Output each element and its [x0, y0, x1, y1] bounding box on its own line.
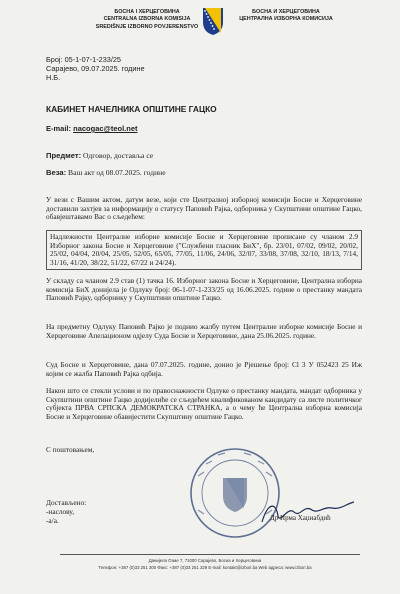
paragraph-decision: У складу са чланом 2.9 став (1) тачка 16. Изборног закона Босне и Херцеговине, Централна изборна комисија БиХ донијела је Одлуку број: 06-1-07-1-233/25 од 16.06.2025. године о престанку мандата Паповић Рајку, одборнику у Скупштини општине Гацко.: [46, 276, 362, 303]
letterhead-left: [92, 9, 202, 31]
letterhead-country-latin: БОСНА І ХЕРЦЕГОВИНА: [114, 9, 180, 15]
letterhead-right: [222, 9, 350, 24]
document-number: Број: 05-1-07-1-233/25: [46, 55, 121, 64]
document-place-date: Сарајево, 09.07.2025. године: [46, 64, 145, 74]
signature-block: [188, 446, 378, 556]
letterhead-commission-bosnian: CENTRALNA IZBORNA KOMISIJA: [103, 16, 191, 23]
footer-divider: [60, 554, 360, 555]
letterhead-commission-croatian: SREDIŠNJE IZBORNO POVJERENSTVO: [95, 23, 199, 30]
email-link[interactable]: nacogac@teol.net: [73, 124, 138, 133]
letterhead: [0, 6, 400, 50]
closing-greeting: С поштовањем,: [46, 445, 95, 454]
delivery-label: Достављено:: [46, 498, 87, 507]
paragraph-court-ruling: Суд Босне и Херцеговине, дана 07.07.2025. године, донио је Рјешење број: Сl 3 У 052423 25 Иж којим се жалба Паповић Рајка одбија.: [46, 360, 362, 378]
paragraph-competences: Надлежности Централне изборне комисије Босне и Херцеговине прописане су чланом 2.9 Изборног закона Босне и Херцеговине ("Службени гласник БиХ", бр. 23/01, 07/02, 09/02, 20/02, 25/02, 04/04, 20/04, 25/05, 52/05, 65/05, 77/05, 11/06, 24/06, 32/07, 33/08, 37/08, 32/10, 18/13, 7/14, 31/16, 41/20, 38/22, 51/22, 67/22 и 24/24).: [46, 230, 362, 270]
reference-text: Ваш акт од 08.07.2025. године: [68, 168, 166, 177]
delivery-list: [46, 498, 86, 525]
paragraph-mandate: Након што се стекли услови и по правоснажности Одлуке о престанку мандата, мандат одборника у Скупштини општине Гацко додијелиће се сљедећем квалификованом кандидату са листе политичког субјекта ПРВА СРПСКА ДЕМОКРАТСКА СТРАНКА, а о чему ће Централна изборна комисија Босне и Херцеговине обавијестити Скупштину општине Гацко.: [46, 386, 362, 421]
addressee-email: [46, 124, 138, 133]
delivery-item: -наслову,: [46, 507, 75, 516]
addressee: КАБИНЕТ НАЧЕЛНИКА ОПШТИНЕ ГАЦКО: [46, 104, 217, 114]
paragraph-appeal: На предметну Одлуку Паповић Рајко је поднио жалбу путем Централне изборне комисије Босне и Херцеговине Апелационом одјелу Суда Босне и Херцеговине, дана 25.06.2025. године.: [46, 322, 362, 340]
subject-line: [46, 151, 153, 160]
footer-contacts: Телефон: +387 (0)33 251 300 Факс: +387 (0)33 251 329 E-mail: kontakt@izbori.ba Web адреса: www.izbori.ba: [98, 564, 312, 570]
reference-line: [46, 168, 166, 177]
letterhead-country-cyrillic: БОСНА И ХЕРЦЕГОВИНА: [252, 9, 320, 15]
paragraph-intro: У вези с Вашим актом, датум везе, који сте Централној изборној комисији Босне и Херцеговине доставили захтјев за информацију о статусу Паповић Рајка, одборника у Скупштини општине Гацко, обавјештавамо Вас о сљедећем:: [46, 195, 362, 222]
email-label: E-mail:: [46, 124, 72, 133]
letterhead-commission-serbian: ЦЕНТРАЛНА ИЗБОРНА КОМИСИЈА: [239, 16, 333, 23]
document-meta: [46, 55, 145, 83]
delivery-item: -а/а.: [46, 516, 59, 525]
reference-label: Веза:: [46, 168, 67, 177]
subject-text: Одговор, доставља се: [83, 151, 154, 160]
handwritten-signature-icon: [258, 498, 358, 528]
document-initials: Н.Б.: [46, 73, 61, 83]
letter-footer: [40, 558, 370, 571]
footer-address: Данијела Озме 7, 71000 Сарајево, Босна и Херцеговина: [148, 558, 262, 563]
signatory-name: Др Ирма Хаџиабдић: [270, 514, 331, 522]
subject-label: Предмет:: [46, 151, 82, 160]
